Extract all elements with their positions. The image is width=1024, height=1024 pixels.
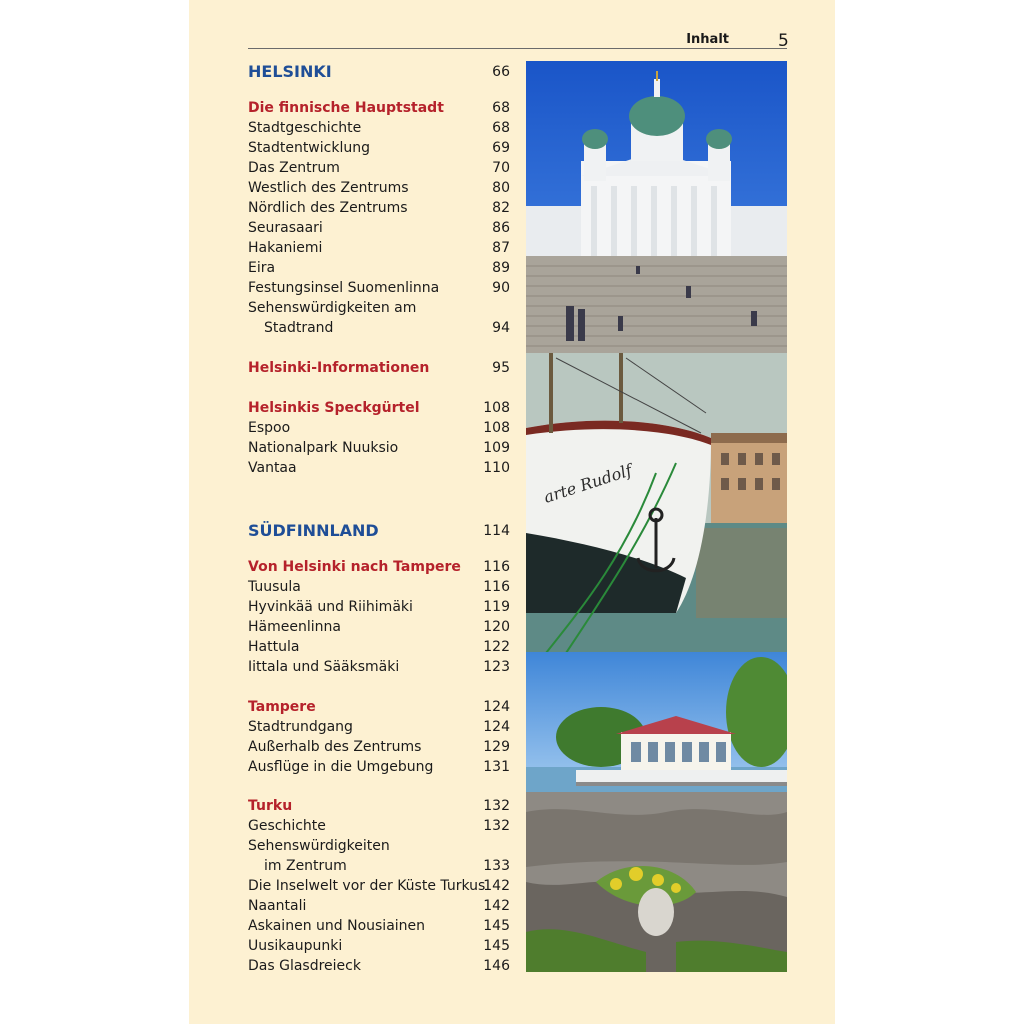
toc-title: Hakaniemi <box>248 240 323 256</box>
toc-title: Espoo <box>248 420 291 436</box>
toc-entry[interactable] <box>248 238 510 258</box>
toc-title: Ausflüge in die Umgebung <box>248 759 434 775</box>
toc-page: 68 <box>492 100 510 116</box>
toc-title: HELSINKI <box>248 62 332 81</box>
toc-title: im Zentrum <box>264 858 347 874</box>
toc-entry[interactable] <box>248 597 510 617</box>
ship-name-text: arte Rudolf <box>541 460 635 507</box>
toc-page: 129 <box>483 739 510 755</box>
toc-title: Das Zentrum <box>248 160 340 176</box>
toc-title: Stadtrundgang <box>248 719 353 735</box>
toc-page: 95 <box>492 360 510 376</box>
toc-entry[interactable] <box>248 418 510 438</box>
toc-title: Vantaa <box>248 460 297 476</box>
toc-entry[interactable] <box>248 458 510 478</box>
toc-entry[interactable] <box>248 816 510 836</box>
toc-page: 108 <box>483 420 510 436</box>
toc-title: Stadtrand <box>264 320 334 336</box>
toc-title: Westlich des Zentrums <box>248 180 409 196</box>
toc-page: 142 <box>483 898 510 914</box>
toc-title: Uusikaupunki <box>248 938 343 954</box>
toc-title: Sehenswürdigkeiten <box>248 838 390 854</box>
toc-entry[interactable] <box>248 298 510 318</box>
toc-title: SÜDFINNLAND <box>248 521 379 540</box>
toc-page: 132 <box>483 798 510 814</box>
toc-entry[interactable] <box>248 258 510 278</box>
toc-page: 124 <box>483 699 510 715</box>
toc-entry[interactable] <box>248 438 510 458</box>
toc-entry[interactable] <box>248 956 510 976</box>
toc-page: 70 <box>492 160 510 176</box>
toc-section[interactable] <box>248 98 510 118</box>
toc-title: Naantali <box>248 898 307 914</box>
toc-page: 87 <box>492 240 510 256</box>
toc-entry[interactable] <box>248 916 510 936</box>
toc-page: 69 <box>492 140 510 156</box>
toc-title: Tuusula <box>248 579 301 595</box>
toc-entry[interactable] <box>248 936 510 956</box>
toc-title: Außerhalb des Zentrums <box>248 739 422 755</box>
toc-title: Die finnische Hauptstadt <box>248 100 444 116</box>
toc-entry[interactable] <box>248 178 510 198</box>
toc-section[interactable] <box>248 398 510 418</box>
toc-page: 146 <box>483 958 510 974</box>
toc-title: Das Glasdreieck <box>248 958 361 974</box>
toc-page: 108 <box>483 400 510 416</box>
toc-page: 123 <box>483 659 510 675</box>
toc-title: Die Inselwelt vor der Küste Turkus <box>248 878 486 894</box>
toc-page: 89 <box>492 260 510 276</box>
toc-title: Hattula <box>248 639 300 655</box>
toc-page: 142 <box>483 878 510 894</box>
toc-chapter[interactable] <box>248 519 510 543</box>
toc-entry[interactable] <box>248 876 510 896</box>
toc-page: 86 <box>492 220 510 236</box>
toc-page: 133 <box>483 858 510 874</box>
toc-entry[interactable] <box>248 118 510 138</box>
toc-entry[interactable] <box>248 158 510 178</box>
photo-helsinki-cathedral <box>526 61 787 353</box>
toc-page: 131 <box>483 759 510 775</box>
toc-page: 132 <box>483 818 510 834</box>
toc-page: 124 <box>483 719 510 735</box>
toc-page: 116 <box>483 559 510 575</box>
toc-page: 145 <box>483 938 510 954</box>
toc-page: 94 <box>492 320 510 336</box>
toc-title: Stadtgeschichte <box>248 120 362 136</box>
header-rule <box>248 48 787 49</box>
toc-title: Nördlich des Zentrums <box>248 200 408 216</box>
toc-entry[interactable] <box>248 637 510 657</box>
toc-title: Helsinkis Speckgürtel <box>248 400 420 416</box>
toc-title: Helsinki-Informationen <box>248 360 430 376</box>
toc-title: Tampere <box>248 699 316 715</box>
toc-page: 82 <box>492 200 510 216</box>
toc-page: 90 <box>492 280 510 296</box>
toc-title: Seurasaari <box>248 220 323 236</box>
toc-page: 116 <box>483 579 510 595</box>
toc-title: Hyvinkää und Riihimäki <box>248 599 413 615</box>
toc-entry[interactable] <box>248 577 510 597</box>
toc-title: Stadtentwicklung <box>248 140 370 156</box>
toc-entry[interactable] <box>248 836 510 856</box>
toc-section[interactable] <box>248 796 510 816</box>
toc-entry[interactable] <box>248 896 510 916</box>
toc-page: 119 <box>483 599 510 615</box>
toc-section[interactable] <box>248 557 510 577</box>
toc-entry[interactable] <box>248 138 510 158</box>
toc-title: Hämeenlinna <box>248 619 341 635</box>
toc-title: Geschichte <box>248 818 326 834</box>
toc-page: 122 <box>483 639 510 655</box>
toc-page: 109 <box>483 440 510 456</box>
toc-page: 120 <box>483 619 510 635</box>
toc-title: Eira <box>248 260 276 276</box>
toc-section[interactable] <box>248 697 510 717</box>
toc-section[interactable] <box>248 358 510 378</box>
page-number: 5 <box>778 31 789 51</box>
toc-title: Iittala und Sääksmäki <box>248 659 400 675</box>
toc-chapter[interactable] <box>248 60 510 84</box>
toc-entry[interactable] <box>248 717 510 737</box>
toc-page: 145 <box>483 918 510 934</box>
toc-page: 110 <box>483 460 510 476</box>
toc-page: 68 <box>492 120 510 136</box>
toc-title: Askainen und Nousiainen <box>248 918 426 934</box>
toc-entry[interactable] <box>248 737 510 757</box>
toc-title: Nationalpark Nuuksio <box>248 440 399 456</box>
toc-entry[interactable] <box>248 278 510 298</box>
toc-page: 80 <box>492 180 510 196</box>
toc-title: Sehenswürdigkeiten am <box>248 300 417 316</box>
photo-ship <box>526 353 787 652</box>
photo-seaside-pavilion <box>526 652 787 972</box>
toc-title: Turku <box>248 798 293 814</box>
toc-entry[interactable] <box>248 757 510 777</box>
toc-entry[interactable] <box>248 856 510 876</box>
toc-entry[interactable] <box>248 218 510 238</box>
toc-title: Von Helsinki nach Tampere <box>248 559 461 575</box>
toc-page: 66 <box>492 64 510 80</box>
toc-entry[interactable] <box>248 318 510 338</box>
toc-entry[interactable] <box>248 657 510 677</box>
toc-entry[interactable] <box>248 617 510 637</box>
toc-page: 114 <box>483 523 510 539</box>
toc-title: Festungsinsel Suomenlinna <box>248 280 440 296</box>
running-header-label: Inhalt <box>686 32 729 47</box>
toc-entry[interactable] <box>248 198 510 218</box>
